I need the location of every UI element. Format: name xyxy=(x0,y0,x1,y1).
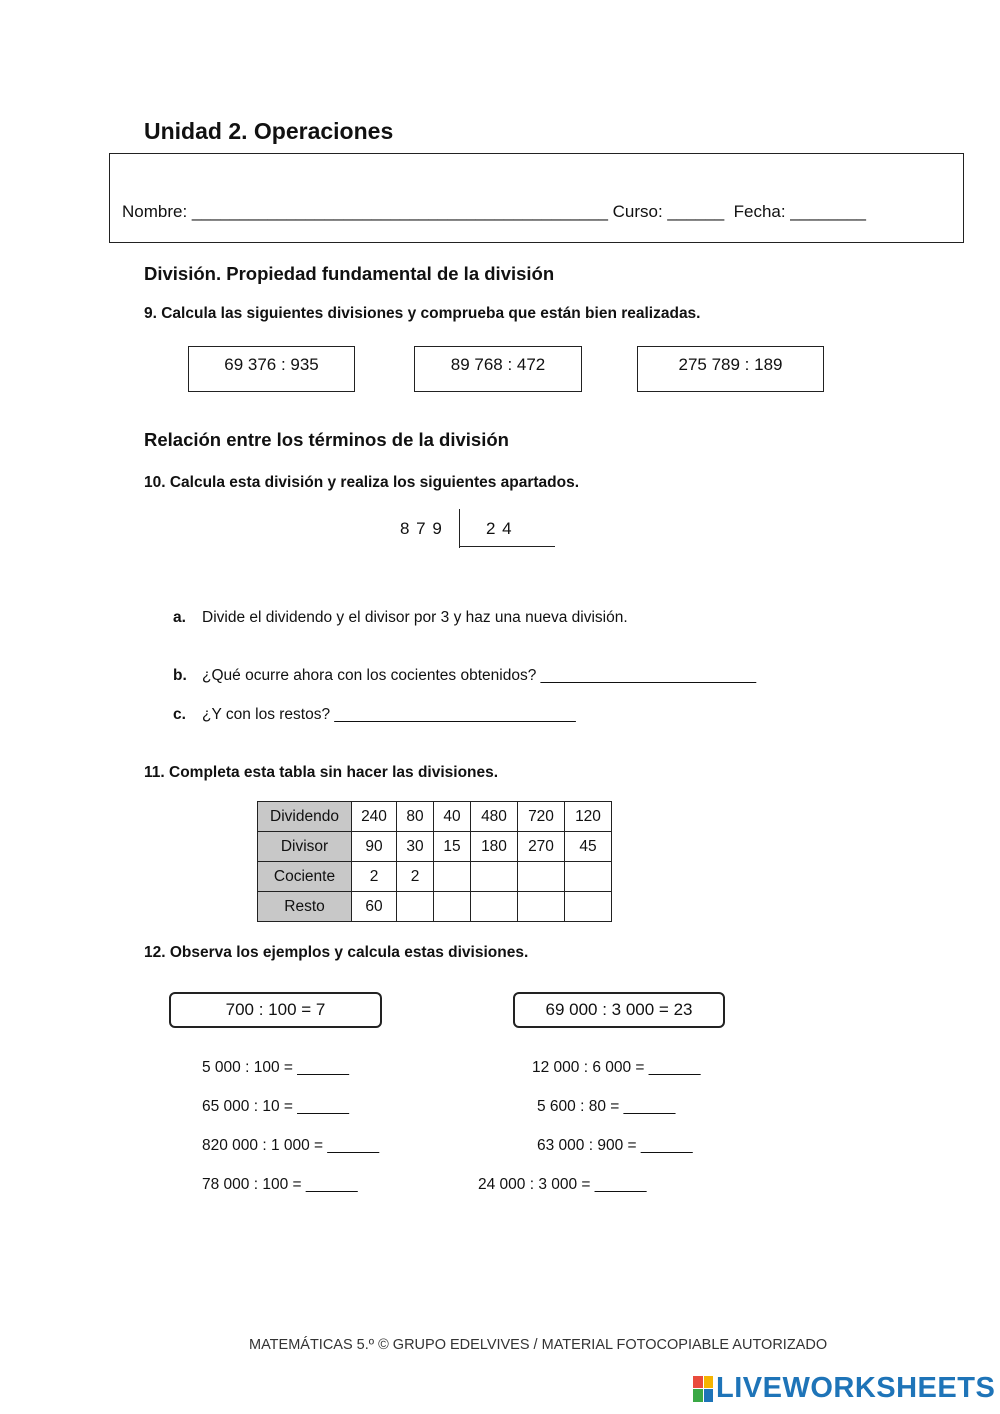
question-10: 10. Calcula esta división y realiza los siguientes apartados. xyxy=(144,474,580,491)
long-division-divisor: 2 4 xyxy=(486,519,513,538)
table-cell: 80 xyxy=(397,802,434,832)
row-label-cociente: Cociente xyxy=(258,862,352,892)
liveworksheets-logo xyxy=(693,1372,995,1405)
table-cell: 40 xyxy=(434,802,471,832)
table-cell: 15 xyxy=(434,832,471,862)
table-cell: 2 xyxy=(397,862,434,892)
table-cell: 90 xyxy=(352,832,397,862)
question-9: 9. Calcula las siguientes divisiones y comprueba que están bien realizadas. xyxy=(144,305,701,322)
table-cell: 480 xyxy=(471,802,518,832)
table-row-cociente xyxy=(258,862,612,892)
item-b[interactable] xyxy=(173,667,756,685)
division-box-2[interactable]: 89 768 : 472 xyxy=(414,346,582,392)
item-a-letter: a. xyxy=(173,609,186,626)
answer-cell[interactable] xyxy=(471,862,518,892)
table-cell: 45 xyxy=(565,832,612,862)
division-terms-table xyxy=(257,801,612,922)
student-info-line[interactable]: Nombre: ____________________________________________ Curso: ______ Fecha: ________ xyxy=(122,202,866,221)
table-cell: 60 xyxy=(352,892,397,922)
exercise-left-2[interactable]: 65 000 : 10 = ______ xyxy=(202,1098,349,1115)
answer-cell[interactable] xyxy=(434,862,471,892)
section-heading-relation: Relación entre los términos de la división xyxy=(144,429,509,450)
answer-cell[interactable] xyxy=(565,892,612,922)
exercise-right-2[interactable]: 5 600 : 80 = ______ xyxy=(537,1098,676,1115)
exercise-right-1[interactable]: 12 000 : 6 000 = ______ xyxy=(532,1059,701,1076)
row-label-divisor: Divisor xyxy=(258,832,352,862)
long-division-horizontal-line xyxy=(459,546,555,547)
long-division-vertical-line xyxy=(459,509,460,548)
table-cell: 30 xyxy=(397,832,434,862)
table-cell: 720 xyxy=(518,802,565,832)
item-b-letter: b. xyxy=(173,667,187,684)
table-cell: 180 xyxy=(471,832,518,862)
answer-cell[interactable] xyxy=(565,862,612,892)
exercise-left-4[interactable]: 78 000 : 100 = ______ xyxy=(202,1176,358,1193)
table-cell: 270 xyxy=(518,832,565,862)
row-label-resto: Resto xyxy=(258,892,352,922)
exercise-left-1[interactable]: 5 000 : 100 = ______ xyxy=(202,1059,349,1076)
answer-cell[interactable] xyxy=(434,892,471,922)
answer-cell[interactable] xyxy=(518,862,565,892)
question-11: 11. Completa esta tabla sin hacer las divisiones. xyxy=(144,764,499,781)
row-label-dividendo: Dividendo xyxy=(258,802,352,832)
answer-cell[interactable] xyxy=(471,892,518,922)
exercise-right-4[interactable]: 24 000 : 3 000 = ______ xyxy=(478,1176,647,1193)
answer-cell[interactable] xyxy=(397,892,434,922)
liveworksheets-mark-icon xyxy=(693,1376,713,1402)
example-box-2: 69 000 : 3 000 = 23 xyxy=(513,992,725,1028)
table-cell: 120 xyxy=(565,802,612,832)
division-box-3[interactable]: 275 789 : 189 xyxy=(637,346,824,392)
section-heading-division: División. Propiedad fundamental de la división xyxy=(144,263,555,284)
item-c-text[interactable]: ¿Y con los restos? ____________________________ xyxy=(202,706,576,723)
table-cell: 2 xyxy=(352,862,397,892)
item-c[interactable] xyxy=(173,706,576,724)
long-division-dividend: 8 7 9 xyxy=(400,519,443,538)
page-title: Unidad 2. Operaciones xyxy=(144,118,394,144)
table-cell: 240 xyxy=(352,802,397,832)
answer-cell[interactable] xyxy=(518,892,565,922)
table-row-dividendo xyxy=(258,802,612,832)
exercise-right-3[interactable]: 63 000 : 900 = ______ xyxy=(537,1137,693,1154)
item-a-text: Divide el dividendo y el divisor por 3 y haz una nueva división. xyxy=(202,609,628,626)
item-a xyxy=(173,609,628,627)
exercise-left-3[interactable]: 820 000 : 1 000 = ______ xyxy=(202,1137,380,1154)
item-c-letter: c. xyxy=(173,706,186,723)
question-12: 12. Observa los ejemplos y calcula estas divisiones. xyxy=(144,944,529,961)
example-box-1: 700 : 100 = 7 xyxy=(169,992,382,1028)
table-row-divisor xyxy=(258,832,612,862)
division-box-1[interactable]: 69 376 : 935 xyxy=(188,346,355,392)
student-info-box xyxy=(109,153,964,243)
table-row-resto xyxy=(258,892,612,922)
footer-copyright: MATEMÁTICAS 5.º © GRUPO EDELVIVES / MATERIAL FOTOCOPIABLE AUTORIZADO xyxy=(249,1337,828,1353)
item-b-text[interactable]: ¿Qué ocurre ahora con los cocientes obtenidos? _________________________ xyxy=(202,667,757,684)
brand-name: LIVEWORKSHEETS xyxy=(716,1372,996,1404)
